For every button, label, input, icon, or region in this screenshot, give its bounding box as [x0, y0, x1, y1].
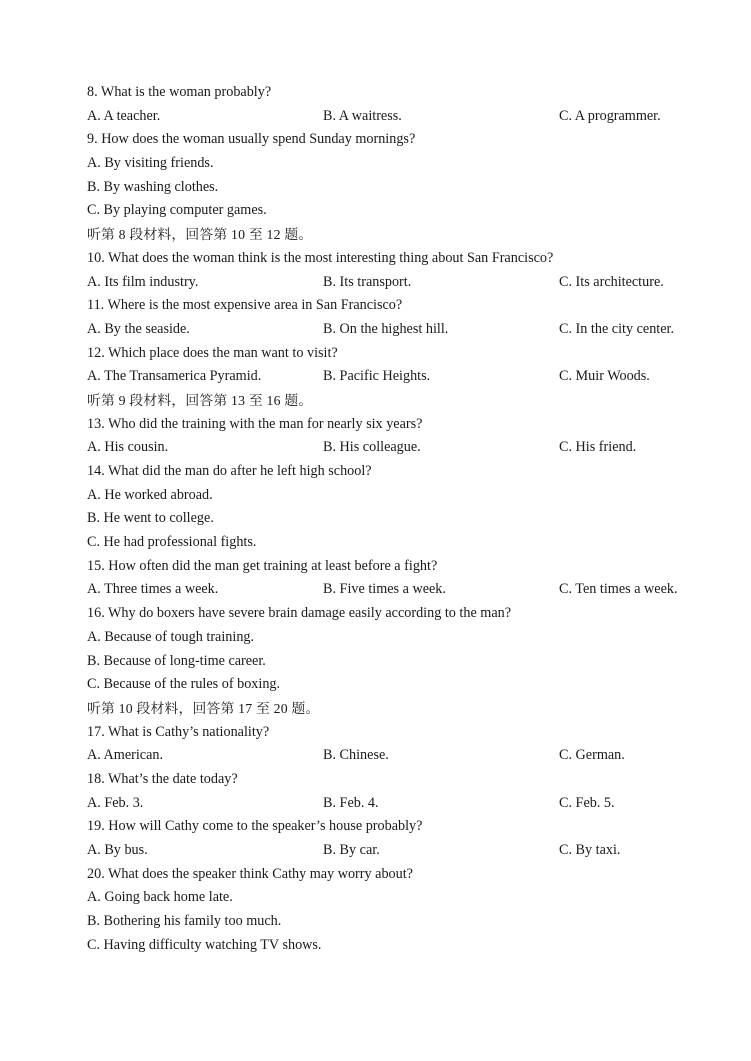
- options-row: [0, 839, 751, 863]
- option-line: B. By washing clothes.: [87, 178, 219, 195]
- option-row: [0, 199, 751, 223]
- question-text: 17. What is Cathy’s nationality?: [87, 723, 270, 740]
- option-line: B. Bothering his family too much.: [87, 913, 282, 930]
- option-line: A. Going back home late.: [87, 889, 233, 906]
- option-row: [0, 507, 751, 531]
- option-row: [0, 531, 751, 555]
- section-row: [0, 697, 751, 721]
- option-row: [0, 886, 751, 910]
- option-b: B. A waitress.: [323, 107, 402, 124]
- question-row: [0, 602, 751, 626]
- section-instruction: 听第 10 段材料，回答第 17 至 20 题。: [87, 700, 320, 716]
- option-line: A. He worked abroad.: [87, 486, 213, 503]
- option-a: A. Feb. 3.: [87, 794, 144, 811]
- option-a: A. The Transamerica Pyramid.: [87, 368, 262, 385]
- option-b: B. Its transport.: [323, 273, 412, 290]
- option-b: B. Pacific Heights.: [323, 368, 431, 385]
- option-row: [0, 650, 751, 674]
- question-text: 16. Why do boxers have severe brain damage easily according to the man?: [87, 605, 512, 622]
- question-text: 13. Who did the training with the man for nearly six years?: [87, 415, 423, 432]
- question-row: [0, 294, 751, 318]
- question-row: [0, 721, 751, 745]
- option-line: C. Because of the rules of boxing.: [87, 676, 281, 693]
- question-row: [0, 128, 751, 152]
- option-b: B. Chinese.: [323, 747, 389, 764]
- option-line: A. By visiting friends.: [87, 155, 214, 172]
- question-row: [0, 768, 751, 792]
- option-c: C. Feb. 5.: [559, 794, 615, 811]
- question-row: [0, 555, 751, 579]
- option-c: C. Its architecture.: [559, 273, 664, 290]
- option-c: C. German.: [559, 747, 625, 764]
- option-line: B. Because of long-time career.: [87, 652, 266, 669]
- option-row: [0, 910, 751, 934]
- section-row: [0, 223, 751, 247]
- options-row: [0, 271, 751, 295]
- option-line: C. Having difficulty watching TV shows.: [87, 936, 322, 953]
- option-row: [0, 176, 751, 200]
- option-line: C. By playing computer games.: [87, 202, 267, 219]
- question-text: 14. What did the man do after he left high school?: [87, 463, 372, 479]
- question-text: 20. What does the speaker think Cathy may worry about?: [87, 865, 413, 882]
- question-text: 18. What’s the date today?: [87, 770, 238, 787]
- section-instruction: 听第 9 段材料，回答第 13 至 16 题。: [87, 392, 313, 408]
- question-row: [0, 460, 751, 484]
- option-b: B. On the highest hill.: [323, 320, 449, 337]
- options-row: [0, 436, 751, 460]
- option-c: C. In the city center.: [559, 320, 675, 337]
- question-text: 19. How will Cathy come to the speaker’s house probably?: [87, 818, 423, 835]
- option-line: A. Because of tough training.: [87, 628, 255, 645]
- option-c: C. Muir Woods.: [559, 368, 650, 385]
- option-row: [0, 934, 751, 958]
- option-a: A. A teacher.: [87, 107, 161, 124]
- exam-page: [0, 81, 751, 957]
- question-text: 12. Which place does the man want to visit?: [87, 344, 338, 361]
- question-row: [0, 413, 751, 437]
- option-b: B. By car.: [323, 842, 380, 858]
- option-row: [0, 152, 751, 176]
- option-line: B. He went to college.: [87, 510, 214, 527]
- option-c: C. His friend.: [559, 439, 637, 456]
- question-text: 10. What does the woman think is the most interesting thing about San Francisco?: [87, 249, 554, 266]
- question-text: 15. How often did the man get training at least before a fight?: [87, 557, 438, 574]
- question-row: [0, 863, 751, 887]
- option-b: B. Feb. 4.: [323, 794, 379, 811]
- question-text: 8. What is the woman probably?: [87, 84, 272, 100]
- question-text: 11. Where is the most expensive area in San Francisco?: [87, 297, 403, 314]
- option-a: A. By bus.: [87, 842, 148, 858]
- option-b: B. His colleague.: [323, 439, 421, 456]
- options-row: [0, 365, 751, 389]
- option-a: A. American.: [87, 747, 164, 764]
- option-row: [0, 673, 751, 697]
- options-row: [0, 318, 751, 342]
- question-row: [0, 815, 751, 839]
- section-row: [0, 389, 751, 413]
- options-row: [0, 578, 751, 602]
- option-row: [0, 484, 751, 508]
- option-c: C. By taxi.: [559, 842, 621, 858]
- options-row: [0, 105, 751, 129]
- options-row: [0, 744, 751, 768]
- question-row: [0, 342, 751, 366]
- question-row: [0, 81, 751, 105]
- option-c: C. Ten times a week.: [559, 581, 678, 598]
- section-instruction: 听第 8 段材料，回答第 10 至 12 题。: [87, 227, 313, 243]
- option-a: A. By the seaside.: [87, 320, 190, 337]
- option-a: A. His cousin.: [87, 439, 169, 456]
- option-b: B. Five times a week.: [323, 581, 446, 598]
- option-line: C. He had professional fights.: [87, 534, 257, 551]
- option-a: A. Its film industry.: [87, 273, 199, 290]
- option-a: A. Three times a week.: [87, 581, 219, 598]
- option-row: [0, 626, 751, 650]
- question-row: [0, 247, 751, 271]
- options-row: [0, 792, 751, 816]
- question-text: 9. How does the woman usually spend Sunday mornings?: [87, 131, 416, 148]
- option-c: C. A programmer.: [559, 107, 661, 124]
